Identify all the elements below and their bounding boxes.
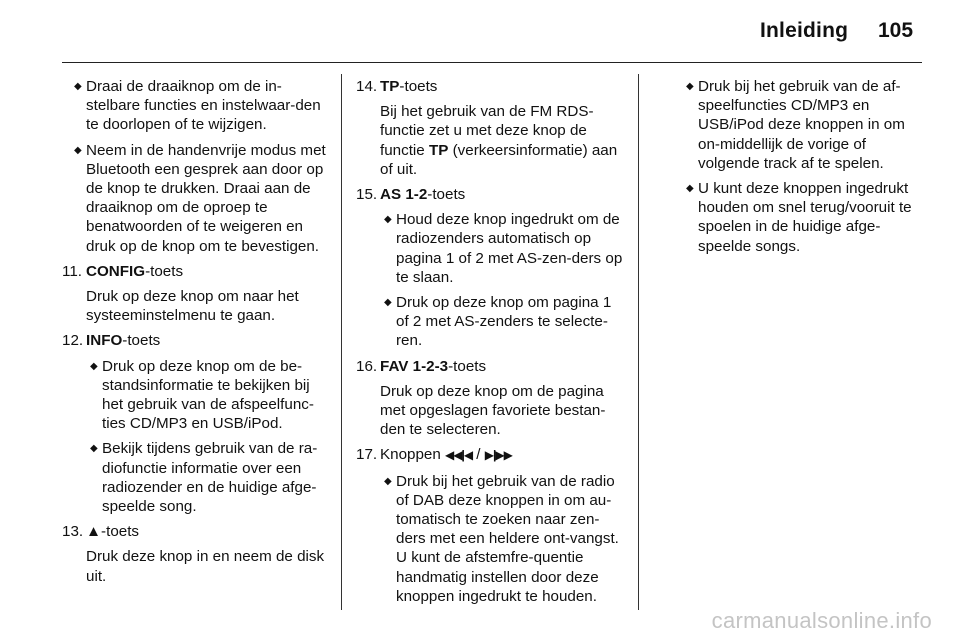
column-2 — [356, 77, 626, 612]
numbered-item-12: 12. INFO-toets ◆ Druk op deze knop om de be-standsinformatie te bekijken bij het gebruik van de afspeelfunc-ties CD/MP3 en USB/iPod. ◆ Bekijk tijdens gebruik van de ra-diofunctie informatie over een radiozender en de huidige afge-speelde song. — [62, 331, 330, 516]
section-title: Inleiding — [760, 19, 849, 42]
diamond-bullet-icon: ◆ — [384, 297, 392, 309]
list-item: ◆ Druk op deze knop om pagina 1 of 2 met AS-zenders te selecte-ren. — [384, 294, 612, 350]
diamond-bullet-icon: ◆ — [384, 214, 392, 226]
page-number: 105 — [878, 19, 914, 42]
column-1 — [62, 77, 330, 592]
list-item: ◆ Bekijk tijdens gebruik van de ra-diofunctie informatie over een radiozender en de huidige afge-speelde song. — [90, 440, 318, 516]
list-item: ◆ Druk op deze knop om de be-standsinformatie te bekijken bij het gebruik van de afspeelfunc-ties CD/MP3 en USB/iPod. — [90, 357, 314, 433]
diamond-bullet-icon: ◆ — [686, 183, 694, 195]
column-3 — [674, 77, 930, 262]
numbered-item-16: 16. FAV 1-2-3-toets Druk op deze knop om de pagina met opgeslagen favoriete bestan-den te selecteren. — [356, 357, 606, 439]
diamond-bullet-icon: ◆ — [90, 443, 98, 455]
key-name: AS 1-2 — [380, 186, 428, 204]
numbered-item-17: 17. Knoppen ◀◀|◀ / ▶|▶▶ ◆ Druk bij het gebruik van de radio of DAB deze knoppen in om au-tomatisch te zoeken naar zen-ders met een heldere ont-vangst. U kunt de afstemfre-quentie handmatig instellen door deze knoppen ingedrukt te houden. — [356, 445, 626, 606]
list-item: ◆ Druk bij het gebruik van de radio of DAB deze knoppen in om au-tomatisch te zoeken naar zen-ders met een heldere ont-vangst. U kunt de afstemfre-quentie handmatig instellen door deze knoppen ingedrukt te houden. — [384, 472, 619, 605]
eject-icon: ▲ — [86, 523, 102, 541]
numbered-item-11: 11. CONFIG-toets Druk op deze knop om naar het systeeminstelmenu te gaan. — [62, 262, 299, 325]
numbered-item-14: 14. TP-toets Bij het gebruik van de FM RDS-functie zet u met deze knop de functie TP (verkeersinformatie) aan of uit. — [356, 78, 618, 178]
numbered-item-13: 13. ▲-toets Druk deze knop in en neem de disk uit. — [62, 523, 325, 585]
diamond-bullet-icon: ◆ — [74, 81, 82, 92]
list-item: ◆ Draai de draaiknop om de in-stelbare functies en instelwaar-den te doorlopen of te wijzigen. — [74, 78, 321, 134]
numbered-item-15: 15. AS 1-2-toets ◆ Houd deze knop ingedrukt om de radiozenders automatisch op pagina 1 of 2 met AS-zen-ders op te slaan. ◆ Druk op deze knop om pagina 1 of 2 met AS-zenders te selecte-ren. — [356, 185, 626, 351]
column-divider-2 — [638, 74, 639, 610]
seek-forward-icon: ▶|▶▶ — [484, 448, 512, 463]
column-divider-1 — [341, 74, 342, 610]
diamond-bullet-icon: ◆ — [74, 144, 82, 156]
page-header — [0, 0, 960, 64]
seek-back-icon: ◀◀|◀ — [445, 448, 473, 463]
list-item: ◆ Houd deze knop ingedrukt om de radiozenders automatisch op pagina 1 of 2 met AS-zen-ders op te slaan. — [384, 211, 623, 286]
key-name: CONFIG — [86, 262, 146, 280]
page-footer — [0, 604, 960, 634]
header-divider — [62, 62, 922, 63]
key-name: FAV 1-2-3 — [380, 357, 449, 375]
diamond-bullet-icon: ◆ — [90, 360, 98, 372]
list-item: ◆ Neem in de handenvrije modus met Bluetooth een gesprek aan door op de knop te drukken. Draai aan de draaiknop om de oproep te benatwoorden of te weigeren en druk op de knop om te bevestigen. — [74, 141, 326, 255]
diamond-bullet-icon: ◆ — [384, 475, 392, 487]
diamond-bullet-icon: ◆ — [686, 81, 694, 92]
key-name: TP — [380, 78, 400, 95]
list-item: ◆ Druk bij het gebruik van de af-speelfuncties CD/MP3 en USB/iPod deze knoppen in om on-middellijk de vorige of volgende track af te spelen. — [686, 78, 905, 172]
list-item: ◆ U kunt deze knoppen ingedrukt houden om snel terug/vooruit te spoelen in de huidige afge-speelde songs. — [686, 180, 912, 255]
key-name: INFO — [86, 332, 123, 350]
watermark-text: carmanualsonline.info — [711, 608, 932, 633]
